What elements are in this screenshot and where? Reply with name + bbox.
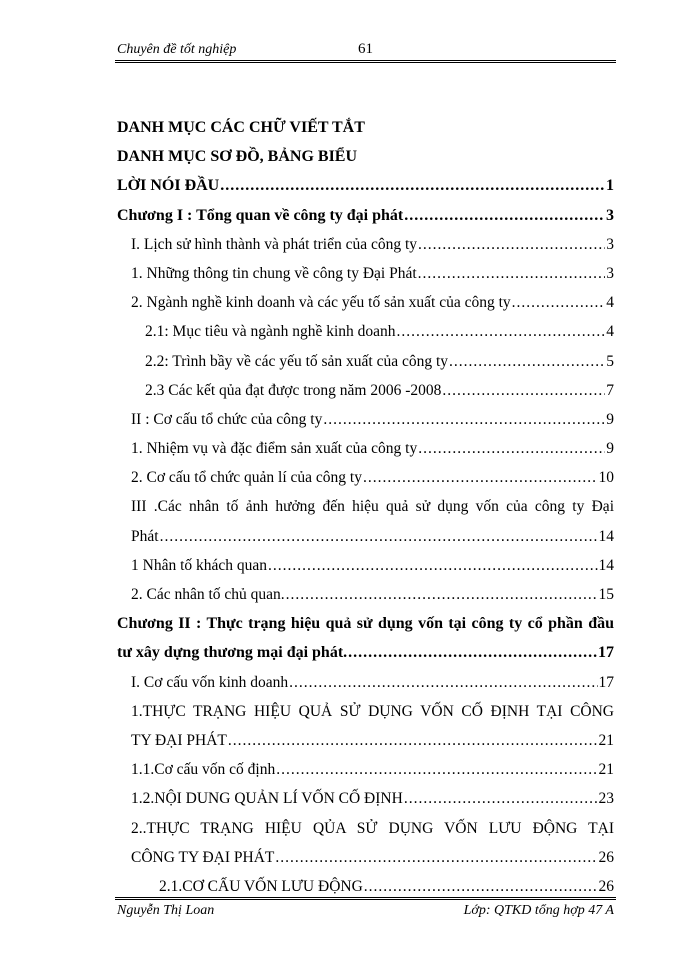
- toc-entry-text: 2.1.CƠ CẤU VỐN LƯU ĐỘNG: [159, 877, 363, 895]
- toc-entry-diagrams-tables[interactable]: [117, 142, 614, 171]
- toc-entry-page: 4: [606, 294, 614, 312]
- dot-leader: [418, 230, 605, 259]
- dot-leader: [397, 317, 606, 346]
- dot-leader: [404, 784, 598, 813]
- toc-entry[interactable]: [117, 317, 614, 346]
- toc-entry-page: 23: [598, 790, 614, 808]
- toc-entry-text: LỜI NÓI ĐẦU: [117, 177, 220, 195]
- toc-entry-continued[interactable]: [117, 697, 614, 726]
- toc-entry[interactable]: [117, 784, 614, 813]
- footer-class: Lớp: QTKD tổng hợp 47 A: [463, 903, 614, 918]
- toc-entry-page: 15: [598, 586, 614, 603]
- toc-entry[interactable]: [117, 259, 614, 288]
- footer-author: Nguyễn Thị Loan: [117, 903, 215, 918]
- toc-entry[interactable]: [117, 405, 614, 434]
- toc-entry-text: 2.1: Mục tiêu và ngành nghề kinh doanh: [145, 323, 396, 341]
- toc-entry-page: 9: [606, 440, 614, 458]
- page-header: [115, 38, 616, 62]
- toc-entry-page: 14: [598, 527, 614, 545]
- toc-entry-text: CÔNG TY ĐẠI PHÁT: [131, 848, 275, 866]
- toc-entry-text: 1.1.Cơ cấu vốn cố định: [131, 761, 276, 779]
- toc-entry-page: 10: [598, 469, 614, 487]
- dot-leader: [442, 376, 605, 405]
- toc-entry-page: 21: [598, 731, 614, 749]
- toc-entry-page: 17: [598, 644, 614, 662]
- toc-entry-text: 2..THỰC TRẠNG HIỆU QỦA SỬ DỤNG VỐN LƯU ĐỘNG TẠI: [131, 819, 614, 837]
- toc-entry[interactable]: [117, 434, 614, 463]
- dot-leader: [220, 171, 605, 200]
- toc-entry-text: I. Lịch sử hình thành và phát triển của công ty: [131, 235, 418, 253]
- toc-entry[interactable]: [117, 288, 614, 317]
- toc-entry[interactable]: [117, 755, 614, 784]
- dot-leader: [286, 580, 598, 609]
- toc-entry-text: 1 Nhân tố khách quan: [131, 556, 268, 574]
- dot-leader: [449, 347, 605, 376]
- toc-entry-page: 26: [598, 877, 614, 895]
- toc-entry[interactable]: [117, 376, 614, 405]
- table-of-contents: [117, 113, 614, 901]
- toc-entry[interactable]: [117, 230, 614, 259]
- toc-entry[interactable]: [117, 522, 614, 551]
- dot-leader: [275, 843, 597, 872]
- dot-leader: [363, 463, 598, 492]
- toc-entry[interactable]: [117, 580, 614, 609]
- toc-entry-page: 5: [606, 352, 614, 370]
- toc-entry[interactable]: [117, 551, 614, 580]
- dot-leader: [276, 755, 597, 784]
- dot-leader: [418, 434, 605, 463]
- dot-leader: [512, 288, 606, 317]
- dot-leader: [418, 259, 606, 288]
- header-title: Chuyên đề tốt nghiệp: [117, 42, 237, 57]
- toc-entry-text: Chương I : Tổng quan về công ty đại phát: [117, 206, 404, 224]
- toc-entry-page: 3: [606, 206, 614, 224]
- toc-entry-continued[interactable]: [117, 814, 614, 843]
- dot-leader: [323, 405, 605, 434]
- toc-entry-page: 26: [598, 848, 614, 866]
- page-footer: [115, 903, 616, 925]
- toc-entry-text: DANH MỤC CÁC CHỮ VIẾT TẮT: [117, 119, 365, 136]
- toc-entry-abbreviations[interactable]: [117, 113, 614, 142]
- toc-entry-text: tư xây dựng thương mại đại phát.: [117, 644, 348, 662]
- toc-entry-page: 7: [606, 381, 614, 399]
- toc-entry-chapter-2[interactable]: [117, 609, 614, 638]
- toc-entry-page: 3: [606, 264, 614, 282]
- toc-entry-text: 2. Ngành nghề kinh doanh và các yếu tố sản xuất của công ty: [131, 294, 511, 312]
- dot-leader: [160, 522, 598, 551]
- toc-entry-page: 9: [606, 410, 614, 428]
- toc-entry-text: Chương II : Thực trạng hiệu quả sử dụng vốn tại công ty cổ phần đầu: [117, 615, 614, 633]
- toc-entry[interactable]: [117, 668, 614, 697]
- toc-entry-page: 1: [606, 177, 614, 195]
- toc-entry-text: Phát: [131, 527, 159, 545]
- toc-entry-chapter-1[interactable]: [117, 201, 614, 230]
- toc-entry-page: 4: [606, 323, 614, 341]
- toc-entry-text: 1. Nhiệm vụ và đặc điểm sản xuất của công ty: [131, 440, 418, 458]
- toc-entry-text: 2. Các nhân tố chủ quan.: [131, 586, 285, 603]
- toc-entry-text: 1. Những thông tin chung về công ty Đại Phát: [131, 264, 417, 282]
- dot-leader: [228, 726, 598, 755]
- toc-entry-text: 2.2: Trình bầy về các yếu tố sản xuất của công ty: [145, 352, 449, 370]
- toc-entry[interactable]: [117, 347, 614, 376]
- toc-entry[interactable]: [117, 726, 614, 755]
- toc-entry[interactable]: [117, 843, 614, 872]
- dot-leader: [289, 668, 597, 697]
- header-page-number: 61: [358, 41, 373, 57]
- toc-entry-text: II : Cơ cấu tổ chức của công ty: [131, 410, 323, 428]
- dot-leader: [348, 638, 597, 667]
- footer-rule: [115, 897, 616, 900]
- toc-entry-text: TY ĐẠI PHÁT: [131, 731, 227, 749]
- toc-entry-text: DANH MỤC SƠ ĐỒ, BẢNG BIỂU: [117, 148, 358, 166]
- toc-entry-text: 1.THỰC TRẠNG HIỆU QUẢ SỬ DỤNG VỐN CỐ ĐỊNH TẠI CÔNG: [131, 702, 614, 720]
- toc-entry-chapter-2-cont[interactable]: [117, 638, 614, 667]
- toc-entry-continued[interactable]: [117, 492, 614, 521]
- toc-entry-text: III .Các nhân tố ảnh hưởng đến hiệu quả sử dụng vốn của công ty Đại: [131, 498, 614, 516]
- toc-entry-page: 21: [598, 761, 614, 779]
- toc-entry[interactable]: [117, 463, 614, 492]
- dot-leader: [404, 201, 605, 230]
- toc-entry-preface[interactable]: [117, 171, 614, 200]
- dot-leader: [268, 551, 597, 580]
- toc-entry-text: 2. Cơ cấu tổ chức quản lí của công ty: [131, 469, 362, 487]
- toc-entry-page: 17: [598, 673, 614, 691]
- toc-entry-page: 3: [606, 235, 614, 253]
- header-rule: [115, 60, 616, 63]
- toc-entry-text: 1.2.NỘI DUNG QUẢN LÍ VỐN CỐ ĐỊNH: [131, 790, 403, 808]
- toc-entry-page: 14: [598, 556, 614, 574]
- toc-entry-text: I. Cơ cấu vốn kinh doanh: [131, 673, 289, 691]
- toc-entry-text: 2.3 Các kết qủa đạt được trong năm 2006 -2008: [145, 381, 442, 399]
